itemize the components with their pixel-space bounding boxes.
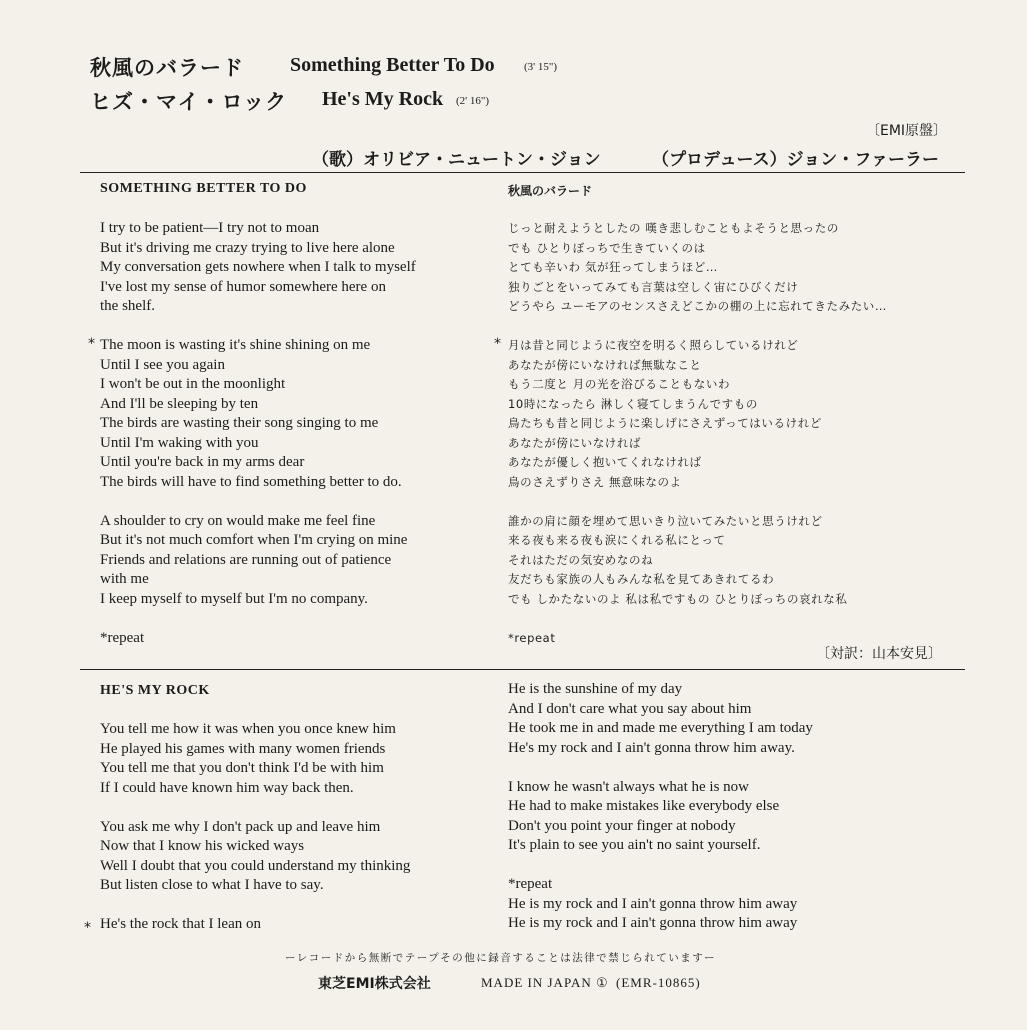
lyric-line: I've lost my sense of humor somewhere here on bbox=[100, 278, 386, 295]
middle-rule bbox=[80, 669, 965, 670]
lyric-line: Friends and relations are running out of patience bbox=[100, 551, 392, 568]
lyric-line: 独りごとをいってみても言葉は空しく宙にひびくだけ bbox=[508, 279, 799, 294]
lyric-line: あなたが優しく抱いてくれなければ bbox=[508, 455, 702, 469]
lyric-line: それはただの気安めなのね bbox=[508, 552, 654, 567]
lyric-line: あなたが傍にいなければ無駄なこと bbox=[508, 357, 702, 372]
refrain-marker: * bbox=[84, 920, 91, 936]
lyric-line: もう二度と 月の光を浴びることもないわ bbox=[508, 377, 731, 391]
refrain-marker: * bbox=[494, 336, 501, 352]
refrain-marker: * bbox=[88, 336, 95, 352]
lyric-line: But listen close to what I have to say. bbox=[100, 877, 324, 893]
section1-lyrics-en bbox=[100, 219, 416, 648]
lyric-line: 来る夜も来る夜も涙にくれる私にとって bbox=[508, 533, 726, 547]
lyric-line: It's plain to see you ain't no saint yourself. bbox=[508, 837, 761, 853]
lyric-line: Until you're back in my arms dear bbox=[100, 454, 305, 470]
lyric-line: Until I see you again bbox=[100, 356, 225, 373]
lyric-line: あなたが傍にいなければ bbox=[508, 435, 642, 450]
lyric-line: The birds are wasting their song singing to me bbox=[100, 415, 379, 431]
top-rule bbox=[80, 172, 965, 173]
lyric-line: Until I'm waking with you bbox=[100, 434, 259, 451]
lyric-line: He's the rock that I lean on bbox=[100, 916, 261, 932]
lyric-line: You tell me that you don't think I'd be with him bbox=[100, 760, 384, 776]
lyric-line: He played his games with many women friends bbox=[100, 740, 386, 757]
lyric-line: My conversation gets nowhere when I talk to myself bbox=[100, 259, 416, 275]
lyric-line: A shoulder to cry on would make me feel fine bbox=[100, 512, 376, 529]
lyric-line: Well I doubt that you could understand my thinking bbox=[100, 857, 411, 874]
lyric-line: And I'll be sleeping by ten bbox=[100, 395, 259, 412]
lyric-line: He is my rock and I ain't gonna throw him away bbox=[508, 895, 798, 912]
lyric-line: But it's not much comfort when I'm crying on mine bbox=[100, 532, 408, 548]
song1-duration: (3' 15") bbox=[524, 61, 558, 73]
lyric-line bbox=[100, 317, 416, 337]
lyric-line: *repeat bbox=[100, 629, 145, 646]
song2-duration: (2' 16") bbox=[456, 95, 490, 107]
section2-lyrics-left bbox=[100, 720, 410, 935]
lyric-line: でも しかたないのよ 私は私ですもの ひとりぼっちの哀れな私 bbox=[508, 591, 848, 606]
section2-title-en: HE'S MY ROCK bbox=[100, 683, 210, 698]
lyric-line: And I don't care what you say about him bbox=[508, 700, 752, 717]
lyric-line: 誰かの肩に顔を埋めて思いきり泣いてみたいと思うけれど bbox=[508, 513, 823, 528]
lyric-line: 鳥たちも昔と同じように楽しげにさえずってはいるけれど bbox=[508, 416, 822, 430]
song1-title-jp: 秋風のバラード bbox=[90, 56, 244, 80]
section1-lyrics-jp bbox=[508, 219, 887, 648]
lyric-line: with me bbox=[100, 571, 149, 587]
song2-title-en: He's My Rock bbox=[322, 88, 444, 110]
section1-title-en: SOMETHING BETTER TO DO bbox=[100, 181, 307, 196]
credits-producer: （プロデュース）ジョン・ファーラー bbox=[652, 150, 939, 170]
lyric-line: Now that I know his wicked ways bbox=[100, 838, 305, 854]
lyric-line: He took me in and made me everything I am today bbox=[508, 720, 813, 736]
made-in: MADE IN JAPAN ① bbox=[481, 975, 609, 990]
lyric-line: But it's driving me crazy trying to live here alone bbox=[100, 239, 395, 256]
lyric-line: *repeat bbox=[508, 630, 556, 645]
lyric-line: どうやら ユーモアのセンスさえどこかの棚の上に忘れてきたみたい… bbox=[508, 299, 888, 313]
translator-credit: 〔対訳：山本安見〕 bbox=[816, 646, 942, 662]
lyric-line: You tell me how it was when you once knew him bbox=[100, 721, 396, 737]
lyric-line: the shelf. bbox=[100, 298, 155, 314]
credits-vocal: （歌）オリビア・ニュートン・ジョン bbox=[312, 150, 601, 170]
lyric-line: He had to make mistakes like everybody else bbox=[508, 798, 780, 814]
lyric-line: Don't you point your finger at nobody bbox=[508, 817, 736, 834]
lyric-line: とても辛いわ 気が狂ってしまうほど… bbox=[508, 260, 718, 274]
lyric-line bbox=[508, 609, 887, 629]
section2-lyrics-right bbox=[508, 680, 813, 934]
lyric-line: I know he wasn't always what he is now bbox=[508, 778, 749, 795]
company-name: 東芝EMI株式会社 bbox=[318, 976, 431, 992]
lyric-line bbox=[508, 492, 887, 512]
section1-title-jp: 秋風のバラード bbox=[508, 184, 593, 198]
catalog-number: (EMR-10865) bbox=[616, 975, 701, 990]
lyric-line: *repeat bbox=[508, 876, 553, 892]
lyric-line: If I could have known him way back then. bbox=[100, 779, 354, 796]
lyric-line: でも ひとりぼっちで生きていくのは bbox=[508, 240, 706, 255]
lyric-line: 鳥のさえずりさえ 無意味なのよ bbox=[508, 474, 682, 489]
lyric-line bbox=[508, 317, 887, 337]
lyric-line: じっと耐えようとしたの 嘆き悲しむこともよそうと思ったの bbox=[508, 221, 839, 235]
label-source: 〔EMI原盤〕 bbox=[866, 123, 948, 139]
lyric-line bbox=[508, 856, 813, 876]
lyric-line: 友だちも家族の人もみんな私を見てあきれてるわ bbox=[508, 572, 775, 586]
song1-title-en: Something Better To Do bbox=[290, 54, 495, 76]
lyric-line: I try to be patient—I try not to moan bbox=[100, 220, 320, 236]
lyric-line bbox=[100, 896, 410, 916]
lyric-line: He's my rock and I ain't gonna throw him away. bbox=[508, 739, 795, 756]
lyric-line bbox=[100, 492, 416, 512]
lyric-line: You ask me why I don't pack up and leave him bbox=[100, 818, 381, 835]
lyric-line: 月は昔と同じように夜空を明るく照らしているけれど bbox=[508, 338, 799, 352]
lyric-line: He is the sunshine of my day bbox=[508, 681, 683, 697]
copyright-notice: ーレコードから無断でテープその他に録音することは法律で禁じられていますー bbox=[285, 952, 716, 964]
lyric-line: I keep myself to myself but I'm no company. bbox=[100, 590, 368, 607]
song2-title-jp: ヒズ・マイ・ロック bbox=[90, 90, 288, 114]
lyric-line bbox=[508, 758, 813, 778]
lyric-line bbox=[100, 798, 410, 818]
lyric-line bbox=[100, 609, 416, 629]
lyric-line: The birds will have to find something better to do. bbox=[100, 473, 402, 490]
lyric-line: I won't be out in the moonlight bbox=[100, 376, 286, 392]
lyric-line: He is my rock and I ain't gonna throw him away bbox=[508, 915, 798, 931]
lyric-line: 10時になったら 淋しく寝てしまうんですもの bbox=[508, 396, 758, 411]
lyric-line: The moon is wasting it's shine shining on me bbox=[100, 337, 371, 353]
